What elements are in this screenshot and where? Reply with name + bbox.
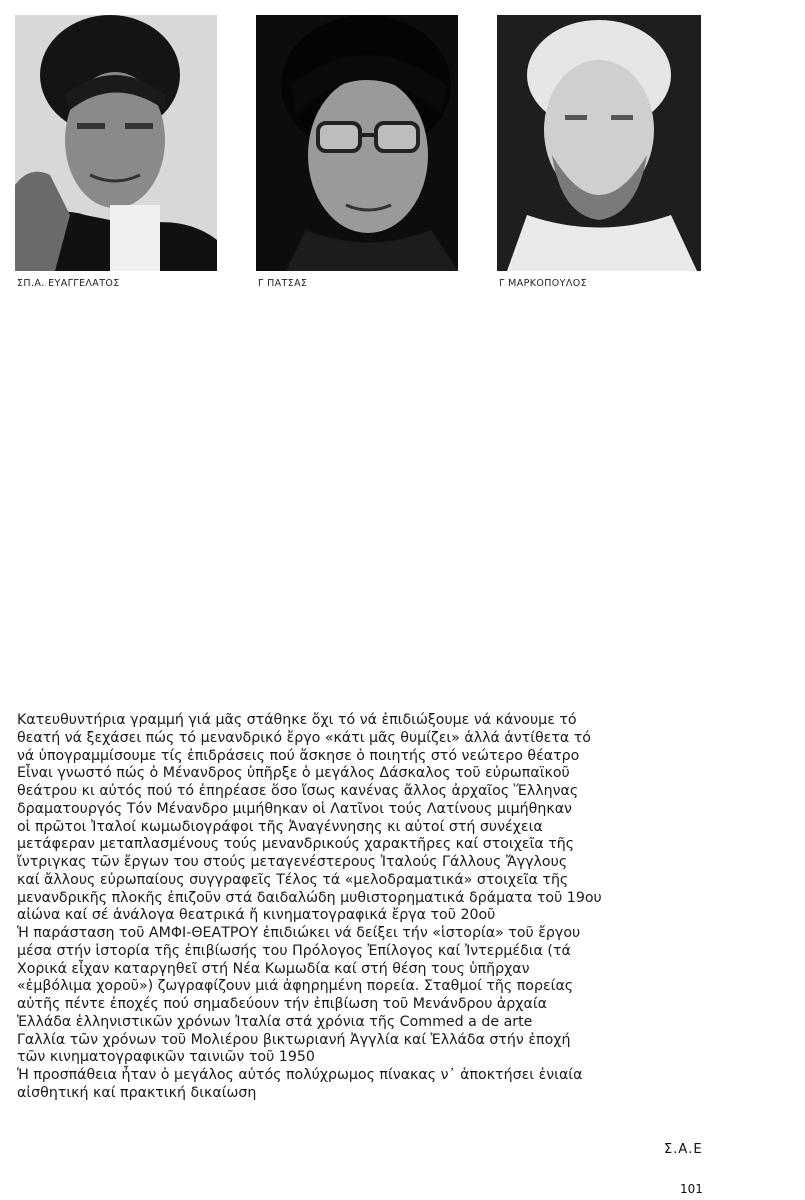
text-line: αἰσθητική καί πρακτική δικαίωση: [17, 1084, 257, 1101]
text-line: Γαλλία τῶν χρόνων τοῦ Μολιέρου βικτωριανή Ἀγγλία καί Ἑλλάδα στήν ἐποχή: [17, 1031, 571, 1048]
text-line: Ἑλλάδα ἑλληνιστικῶν χρόνων Ἰταλία στά χρόνια τῆς Commed a de arte: [17, 1013, 533, 1030]
page-number: 101: [680, 1182, 703, 1196]
portrait-image: [497, 15, 701, 271]
photo-caption: Γ ΠΑΤΣΑΣ: [258, 278, 308, 289]
portrait-photo-evangelatos: [15, 15, 217, 271]
article-body: [17, 712, 707, 1103]
text-line: αὐτῆς πέντε ἐποχές πού σημαδεύουν τήν ἐπιβίωση τοῦ Μενάνδρου ἀρχαία: [17, 996, 547, 1012]
text-line: θεάτρου κι αὐτός πού τό ἐπηρέασε ὅσο ἴσως κανένας ἄλλος ἀρχαῖος Ἕλληνας: [17, 783, 579, 799]
text-line: καί ἄλλους εὐρωπαίους συγγραφεῖς Τέλος τά «μελοδραματικά» στοιχεῖα τῆς: [17, 871, 569, 888]
text-line: Χορικά εἶχαν καταργηθεῖ στή Νέα Κωμωδία καί στή θέση τους ὑπῆρχαν: [17, 960, 530, 977]
text-line: Κατευθυντήρια γραμμή γιά μᾶς στάθηκε ὄχι τό νά ἐπιδιώξουμε νά κάνουμε τό: [17, 712, 577, 728]
text-line: τῶν κινηματογραφικῶν ταινιῶν τοῦ 1950: [17, 1049, 315, 1066]
text-line: ἴντριγκας τῶν ἔργων του στούς μεταγενέστερους Ἰταλούς Γάλλους Ἄγγλους: [17, 854, 568, 870]
text-line: Ἡ παράσταση τοῦ ΑΜΦΙ-ΘΕΑΤΡΟΥ ἐπιδιώκει νά δείξει τήν «ἱστορία» τοῦ ἔργου: [17, 925, 581, 941]
photo-caption: ΣΠ.Α. ΕΥΑΓΓΕΛΑΤΟΣ: [17, 278, 120, 289]
text-line: δραματουργός Τόν Μένανδρο μιμήθηκαν οἱ Λατῖνοι τούς Λατίνους μιμήθηκαν: [17, 800, 572, 817]
text-line: μενανδρικῆς πλοκῆς ἐπιζοῦν στά δαιδαλώδη μυθιστορηματικά δράματα τοῦ 19ου: [17, 889, 602, 906]
text-line: Ἡ προσπάθεια ἦταν ὁ μεγάλος αὐτός πολύχρωμος πίνακας ν᾽ ἀποκτήσει ἑνιαία: [17, 1067, 583, 1083]
text-line: θεατή νά ξεχάσει πώς τό μενανδρικό ἔργο «κάτι μᾶς θυμίζει» ἀλλά ἀντίθετα τό: [17, 729, 591, 746]
photo-caption: Γ ΜΑΡΚΟΠΟΥΛΟΣ: [499, 278, 588, 289]
portrait-photo-patsas: [256, 15, 458, 271]
text-line: νά ὑπογραμμίσουμε τίς ἐπιδράσεις πού ἄσκησε ὁ ποιητής στό νεώτερο θέατρο: [17, 747, 580, 764]
text-line: «ἐμβόλιμα χοροῦ») ζωγραφίζουν μιά ἀφηρημένη πορεία. Σταθμοί τῆς πορείας: [17, 978, 574, 995]
portrait-image: [256, 15, 458, 271]
text-line: αἰώνα καί σέ ἀνάλογα θεατρικά ἤ κινηματογραφικά ἔργα τοῦ 20οῦ: [17, 907, 496, 924]
portrait-image: [15, 15, 217, 271]
portrait-photo-markopoulos: [497, 15, 701, 271]
author-signature: Σ.Α.Ε: [664, 1142, 703, 1157]
text-line: μετάφεραν μεταπλασμένους τούς μενανδρικούς χαρακτῆρες καί στοιχεῖα τῆς: [17, 836, 575, 853]
text-line: μέσα στήν ἱστορία τῆς ἐπιβίωσής του Πρόλογος Ἐπίλογος καί Ἰντερμέδια (τά: [17, 942, 571, 959]
text-line: Εἶναι γνωστό πώς ὁ Μένανδρος ὑπῆρξε ὁ μεγάλος Δάσκαλος τοῦ εὐρωπαϊκοῦ: [17, 765, 570, 782]
text-line: οἱ πρῶτοι Ἰταλοί κωμωδιογράφοι τῆς Ἀναγέννησης κι αὐτοί στή συνέχεια: [17, 818, 543, 835]
